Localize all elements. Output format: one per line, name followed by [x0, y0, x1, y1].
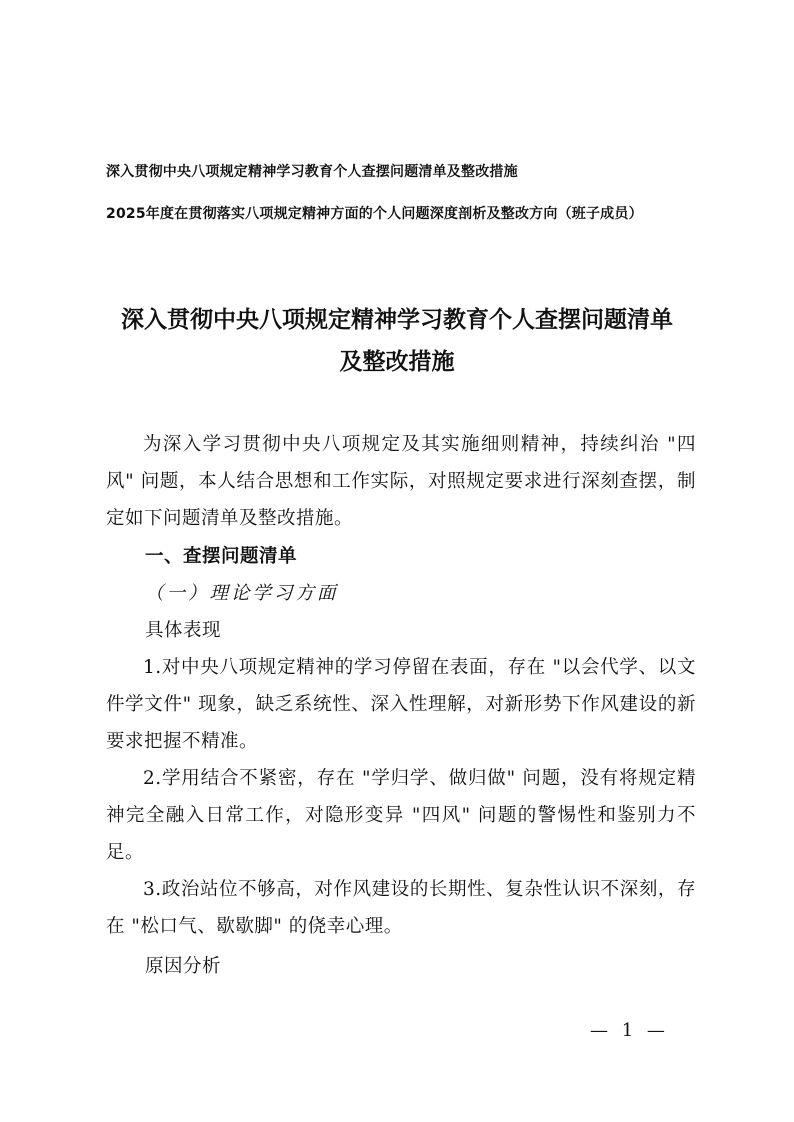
label-cause-analysis: 原因分析: [145, 956, 222, 977]
list-item: 2.学用结合不紧密，存在 "学归学、做归做" 问题，没有将规定精神完全融入日常工作，对隐形变异 "四风" 问题的警惕性和鉴别力不足。: [106, 768, 696, 863]
document-title-line-2: 及整改措施: [339, 349, 455, 375]
page-number: — 1 —: [590, 1020, 669, 1041]
doc-header-line-2: 2025年度在贯彻落实八项规定精神方面的个人问题深度剖析及整改方向（班子成员）: [106, 206, 643, 222]
label-specific-performance: 具体表现: [145, 620, 222, 641]
item-list: [106, 649, 696, 945]
intro-text: 为深入学习贯彻中央八项规定及其实施细则精神，持续纠治 "四风" 问题，本人结合思想和工作实际，对照规定要求进行深刻查摆，制定如下问题清单及整改措施。: [106, 434, 696, 529]
section-heading: 一、查摆问题清单: [145, 546, 298, 567]
list-item: 1.对中央八项规定精神的学习停留在表面，存在 "以会代学、以文件学文件" 现象，缺乏系统性、深入性理解，对新形势下作风建设的新要求把握不精准。: [106, 657, 696, 752]
list-item: 3.政治站位不够高，对作风建设的长期性、复杂性认识不深刻，存在 "松口气、歇歇脚" 的侥幸心理。: [106, 879, 696, 937]
subsection-heading: （一）理论学习方面: [145, 583, 339, 604]
doc-header-line-1: 深入贯彻中央八项规定精神学习教育个人查摆问题清单及整改措施: [106, 164, 518, 180]
intro-paragraph: [106, 426, 696, 537]
document-title-line-1: 深入贯彻中央八项规定精神学习教育个人查摆问题清单: [121, 307, 673, 333]
